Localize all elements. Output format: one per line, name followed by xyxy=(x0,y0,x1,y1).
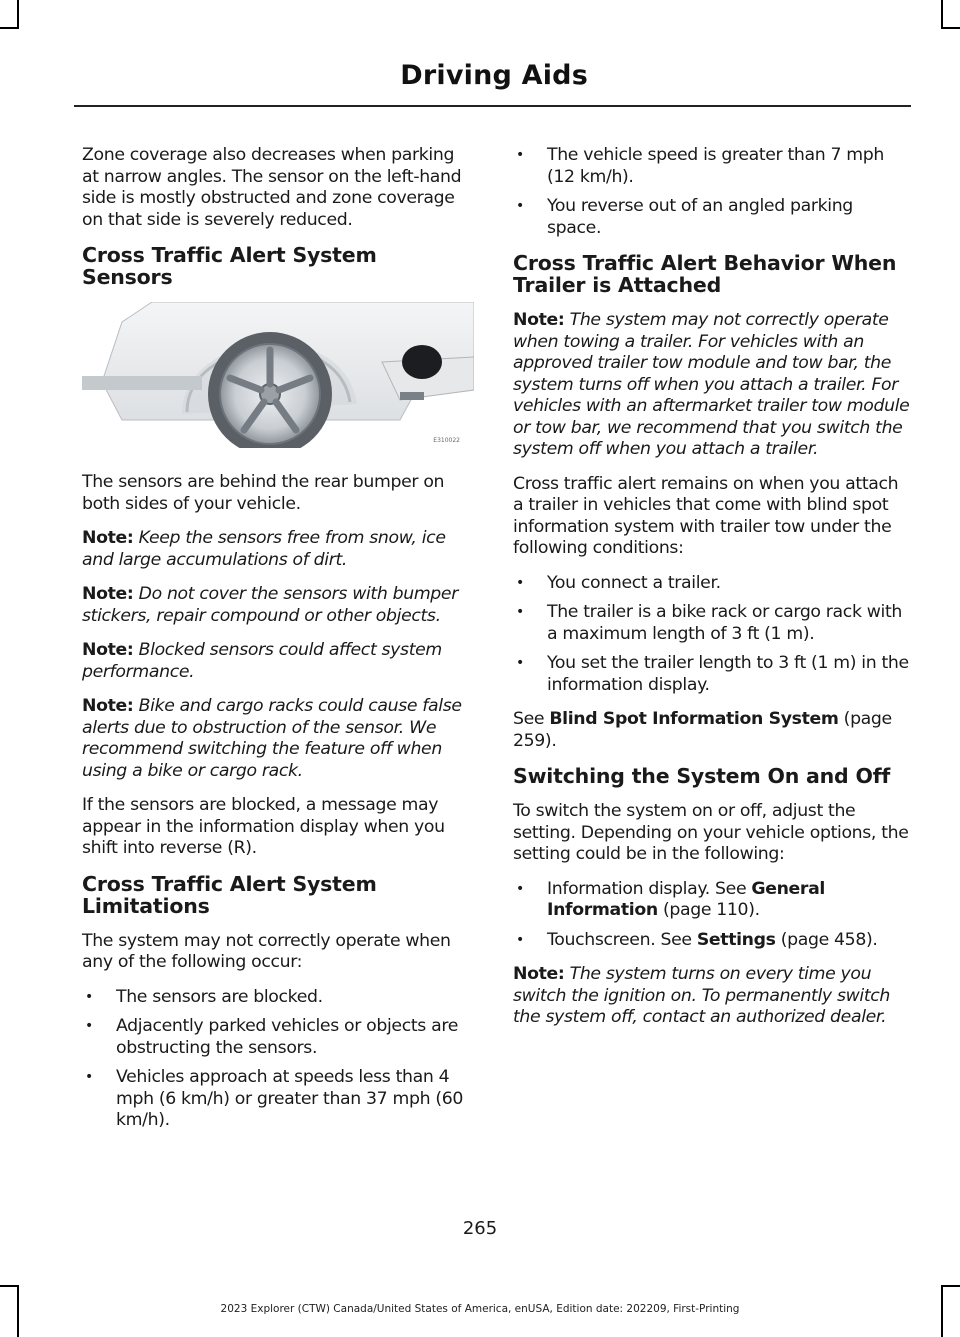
blocked-message-paragraph: If the sensors are blocked, a message may appear in the information display when you shift into reverse (R). xyxy=(82,795,445,858)
crop-mark-top-right-v xyxy=(941,0,943,27)
list-item: • You connect a trailer. xyxy=(513,573,911,595)
limitations-list xyxy=(82,987,474,1132)
switching-paragraph: To switch the system on or off, adjust the setting. Depending on your vehicle options, the setting could be in the following: xyxy=(513,801,909,864)
page-number: 265 xyxy=(462,1218,498,1239)
general-information-link[interactable]: General Information xyxy=(547,878,825,920)
right-column xyxy=(513,145,911,1042)
list-item: • The sensors are blocked. xyxy=(82,987,474,1009)
list-item: • Information display. See General Information (page 110). xyxy=(513,879,911,922)
header-divider xyxy=(74,105,911,107)
list-item: • The vehicle speed is greater than 7 mph (12 km/h). xyxy=(513,145,911,188)
crop-mark-top-left-h xyxy=(0,27,19,29)
switching-list xyxy=(513,879,911,952)
limitations-list-continued xyxy=(513,145,911,239)
zone-coverage-paragraph: Zone coverage also decreases when parking at narrow angles. The sensor on the left-hand side is mostly obstructed and zone coverage on that side is severely reduced. xyxy=(82,145,462,230)
list-item: • Touchscreen. See Settings (page 458). xyxy=(513,930,911,952)
note-blocked-sensors: Note: Blocked sensors could affect system performance. xyxy=(82,640,442,682)
list-item: • Adjacently parked vehicles or objects are obstructing the sensors. xyxy=(82,1016,474,1059)
sensors-heading: Cross Traffic Alert System Sensors xyxy=(82,243,377,289)
page-header-title: Driving Aids xyxy=(400,60,588,91)
blind-spot-link[interactable]: Blind Spot Information System xyxy=(549,709,839,729)
crop-mark-top-right-h xyxy=(941,27,960,29)
sensor-location-paragraph: The sensors are behind the rear bumper on both sides of your vehicle. xyxy=(82,472,445,514)
note-ignition: Note: The system turns on every time you switch the ignition on. To permanently switch the system off, contact an authorized dealer. xyxy=(513,964,891,1027)
trailer-heading: Cross Traffic Alert Behavior When Trailer is Attached xyxy=(513,251,897,297)
list-item: • You set the trailer length to 3 ft (1 m) in the information display. xyxy=(513,653,911,696)
note-bike-cargo: Note: Bike and cargo racks could cause false alerts due to obstruction of the sensor. We recommend switching the feature off when using a bike or cargo rack. xyxy=(82,696,462,781)
crop-mark-bottom-left-h xyxy=(0,1285,19,1287)
list-item: • Vehicles approach at speeds less than 4 mph (6 km/h) or greater than 37 mph (60 km/h). xyxy=(82,1067,474,1132)
switching-heading: Switching the System On and Off xyxy=(513,764,891,788)
crop-mark-top-left-v xyxy=(17,0,19,27)
see-blind-spot-paragraph: See Blind Spot Information System (page 259). xyxy=(513,709,892,751)
note-trailer: Note: The system may not correctly operate when towing a trailer. For vehicles with an approved trailer tow module and tow bar, the system turns off when you attach a trailer. For vehicles with an aftermarket trailer tow module or tow bar, we recommend that you switch the system off when you attach a trailer. xyxy=(513,310,910,459)
list-item: • You reverse out of an angled parking space. xyxy=(513,196,911,239)
note-bumper-stickers: Note: Do not cover the sensors with bumper stickers, repair compound or other objects. xyxy=(82,584,458,626)
trailer-conditions-paragraph: Cross traffic alert remains on when you attach a trailer in vehicles that come with blind spot information system with trailer tow under the following conditions: xyxy=(513,473,899,558)
limitations-intro: The system may not correctly operate when any of the following occur: xyxy=(82,930,451,972)
left-column xyxy=(82,145,474,1145)
settings-link[interactable]: Settings xyxy=(696,929,776,950)
edition-footer: 2023 Explorer (CTW) Canada/United States of America, enUSA, Edition date: 202209, First-Printing xyxy=(220,1303,740,1315)
limitations-heading: Cross Traffic Alert System Limitations xyxy=(82,871,377,918)
crop-mark-bottom-right-h xyxy=(941,1285,960,1287)
note-snow-ice: Note: Keep the sensors free from snow, ice and large accumulations of dirt. xyxy=(82,528,446,570)
rear-bumper-sensor-illustration xyxy=(82,302,474,448)
trailer-conditions-list xyxy=(513,573,911,697)
list-item: • The trailer is a bike rack or cargo rack with a maximum length of 3 ft (1 m). xyxy=(513,602,911,645)
figure-id-label: E310022 xyxy=(433,437,460,444)
